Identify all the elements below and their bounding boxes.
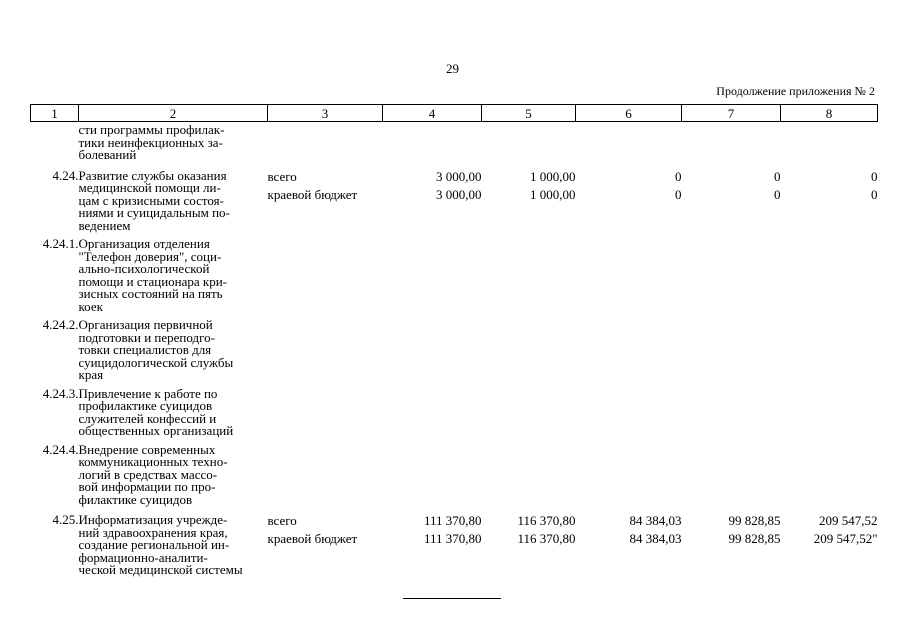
value-col-8-cell: [781, 232, 878, 313]
funding-source-cell: [268, 122, 383, 162]
item-name-line: филактике суицидов: [78, 491, 193, 507]
value-col-5: 1 000,00: [530, 186, 576, 202]
value-col-6-cell: [576, 382, 682, 438]
item-name: [79, 162, 268, 233]
column-header: 3: [268, 105, 383, 122]
value-col-6: 84 384,03: [629, 513, 682, 528]
column-header: 5: [482, 105, 576, 122]
item-name: [79, 313, 268, 382]
value-col-8-cell: [781, 313, 878, 382]
item-number: [31, 122, 79, 162]
item-name-line: ведением: [78, 217, 131, 233]
item-name-line: товки специалистов для: [78, 342, 212, 357]
value-col-4: 111 370,80: [423, 513, 482, 528]
value-col-7: 0: [774, 168, 781, 184]
item-name-line: логий в средствах массо-: [78, 466, 218, 482]
table-row: [31, 506, 878, 577]
value-col-6-cell: [576, 313, 682, 382]
value-col-5-cell: [482, 122, 576, 162]
funding-source-cell: [268, 506, 383, 577]
value-col-7-cell: [682, 382, 781, 438]
item-name-line: ний здравоохранения края,: [78, 524, 228, 540]
value-col-7-cell: [682, 438, 781, 507]
item-number: 4.24.2.: [42, 317, 79, 332]
item-number: 4.24.3.: [42, 385, 79, 401]
item-name-line: коек: [78, 298, 103, 314]
value-col-8: 0: [871, 186, 878, 202]
item-name-line: края: [78, 367, 104, 382]
column-header: 8: [781, 105, 878, 122]
value-col-7-cell: [682, 506, 781, 577]
item-name-line: общественных организаций: [78, 423, 234, 438]
item-name-line: тики неинфекционных за-: [78, 134, 223, 150]
item-name-line: ческой медицинской системы: [78, 562, 243, 577]
value-col-5-cell: [482, 232, 576, 313]
value-col-6-cell: [576, 438, 682, 507]
value-col-6-cell: [576, 232, 682, 313]
item-name-line: Внедрение современных: [78, 441, 216, 457]
item-name-line: коммуникационных техно-: [78, 454, 228, 469]
value-col-4: 111 370,80: [423, 531, 482, 546]
value-col-6-cell: [576, 506, 682, 577]
value-col-6: 0: [675, 168, 682, 184]
funding-source-cell: [268, 313, 383, 382]
funding-source: краевой бюджет: [267, 531, 358, 546]
continuation-label: Продолжение приложения № 2: [716, 84, 875, 98]
item-name-line: Организация первичной: [78, 317, 213, 332]
item-name: [79, 438, 268, 507]
item-name: [79, 122, 268, 162]
value-col-4-cell: [383, 232, 482, 313]
column-header: 6: [576, 105, 682, 122]
table-row: [31, 382, 878, 438]
footer-rule: [403, 598, 501, 599]
value-col-7: 99 828,85: [728, 531, 781, 546]
item-number: 4.25.: [52, 512, 79, 527]
value-col-8: 0: [871, 168, 878, 184]
item-name-line: зисных состояний на пять: [78, 286, 223, 301]
item-name-line: медицинской помощи ли-: [78, 180, 221, 195]
item-name: [79, 232, 268, 313]
item-name-line: Привлечение к работе по: [78, 385, 218, 401]
item-name-line: формационно-аналити-: [78, 549, 208, 565]
appendix-table: [30, 104, 878, 577]
item-name: [79, 382, 268, 438]
item-name-line: Развитие службы оказания: [78, 167, 227, 183]
item-name-line: служителей конфессий и: [78, 410, 217, 426]
item-name-line: "Телефон доверия", соци-: [78, 248, 222, 264]
table-row: [31, 232, 878, 313]
value-col-5: 116 370,80: [517, 531, 576, 546]
column-header: 7: [682, 105, 781, 122]
page-number: 29: [446, 61, 459, 76]
column-header: 4: [383, 105, 482, 122]
item-name-line: цам с кризисными состоя-: [78, 192, 224, 208]
value-col-8-cell: [781, 506, 878, 577]
value-col-4-cell: [383, 162, 482, 233]
value-col-7-cell: [682, 122, 781, 162]
table-row: [31, 162, 878, 233]
value-col-5: 116 370,80: [517, 513, 576, 528]
value-col-4-cell: [383, 313, 482, 382]
value-col-8-cell: [781, 382, 878, 438]
value-col-7-cell: [682, 313, 781, 382]
value-col-8: 209 547,52: [819, 513, 878, 528]
item-name-line: ально-психологической: [78, 261, 210, 276]
value-col-6-cell: [576, 162, 682, 233]
item-name-line: ниями и суицидальным по-: [78, 205, 230, 220]
value-col-7-cell: [682, 232, 781, 313]
value-col-7: 0: [774, 186, 781, 202]
value-col-4-cell: [383, 438, 482, 507]
value-col-7: 99 828,85: [728, 513, 781, 528]
value-col-4: 3 000,00: [436, 168, 482, 184]
item-name: [79, 506, 268, 577]
table-row: [31, 438, 878, 507]
value-col-5-cell: [482, 162, 576, 233]
funding-source-cell: [268, 162, 383, 233]
item-name-line: профилактике суицидов: [78, 398, 213, 413]
item-number: 4.24.1.: [42, 236, 79, 251]
value-col-5-cell: [482, 313, 576, 382]
value-col-5-cell: [482, 438, 576, 507]
item-name-line: создание региональной ин-: [78, 537, 230, 552]
item-name-line: помощи и стационара кри-: [78, 273, 228, 289]
value-col-4-cell: [383, 122, 482, 162]
table-row: [31, 122, 878, 162]
item-number: 4.24.: [52, 167, 79, 183]
funding-source-cell: [268, 438, 383, 507]
value-col-6: 0: [675, 186, 682, 202]
funding-source: краевой бюджет: [267, 186, 358, 202]
value-col-5-cell: [482, 506, 576, 577]
item-name-line: суицидологической службы: [78, 354, 234, 370]
value-col-5-cell: [482, 382, 576, 438]
item-name-line: подготовки и переподго-: [78, 329, 215, 345]
item-name-line: сти программы профилак-: [78, 122, 225, 137]
value-col-8-cell: [781, 162, 878, 233]
value-col-4-cell: [383, 382, 482, 438]
column-header: 1: [31, 105, 79, 122]
item-number: 4.24.4.: [42, 441, 79, 457]
value-col-8-cell: [781, 122, 878, 162]
funding-source-cell: [268, 382, 383, 438]
item-name-line: Информатизация учрежде-: [78, 512, 228, 527]
value-col-8: 209 547,52": [813, 531, 878, 546]
funding-source: всего: [267, 513, 297, 528]
value-col-7-cell: [682, 162, 781, 233]
value-col-4-cell: [383, 506, 482, 577]
item-name-line: вой информации по про-: [78, 479, 216, 494]
table-row: [31, 313, 878, 382]
value-col-5: 1 000,00: [530, 168, 576, 184]
item-name-line: Организация отделения: [78, 236, 210, 251]
value-col-6: 84 384,03: [629, 531, 682, 546]
funding-source-cell: [268, 232, 383, 313]
header-row: [31, 105, 878, 122]
column-header: 2: [79, 105, 268, 122]
funding-source: всего: [267, 168, 297, 184]
value-col-4: 3 000,00: [436, 186, 482, 202]
item-name-line: болеваний: [78, 147, 137, 162]
value-col-8-cell: [781, 438, 878, 507]
value-col-6-cell: [576, 122, 682, 162]
